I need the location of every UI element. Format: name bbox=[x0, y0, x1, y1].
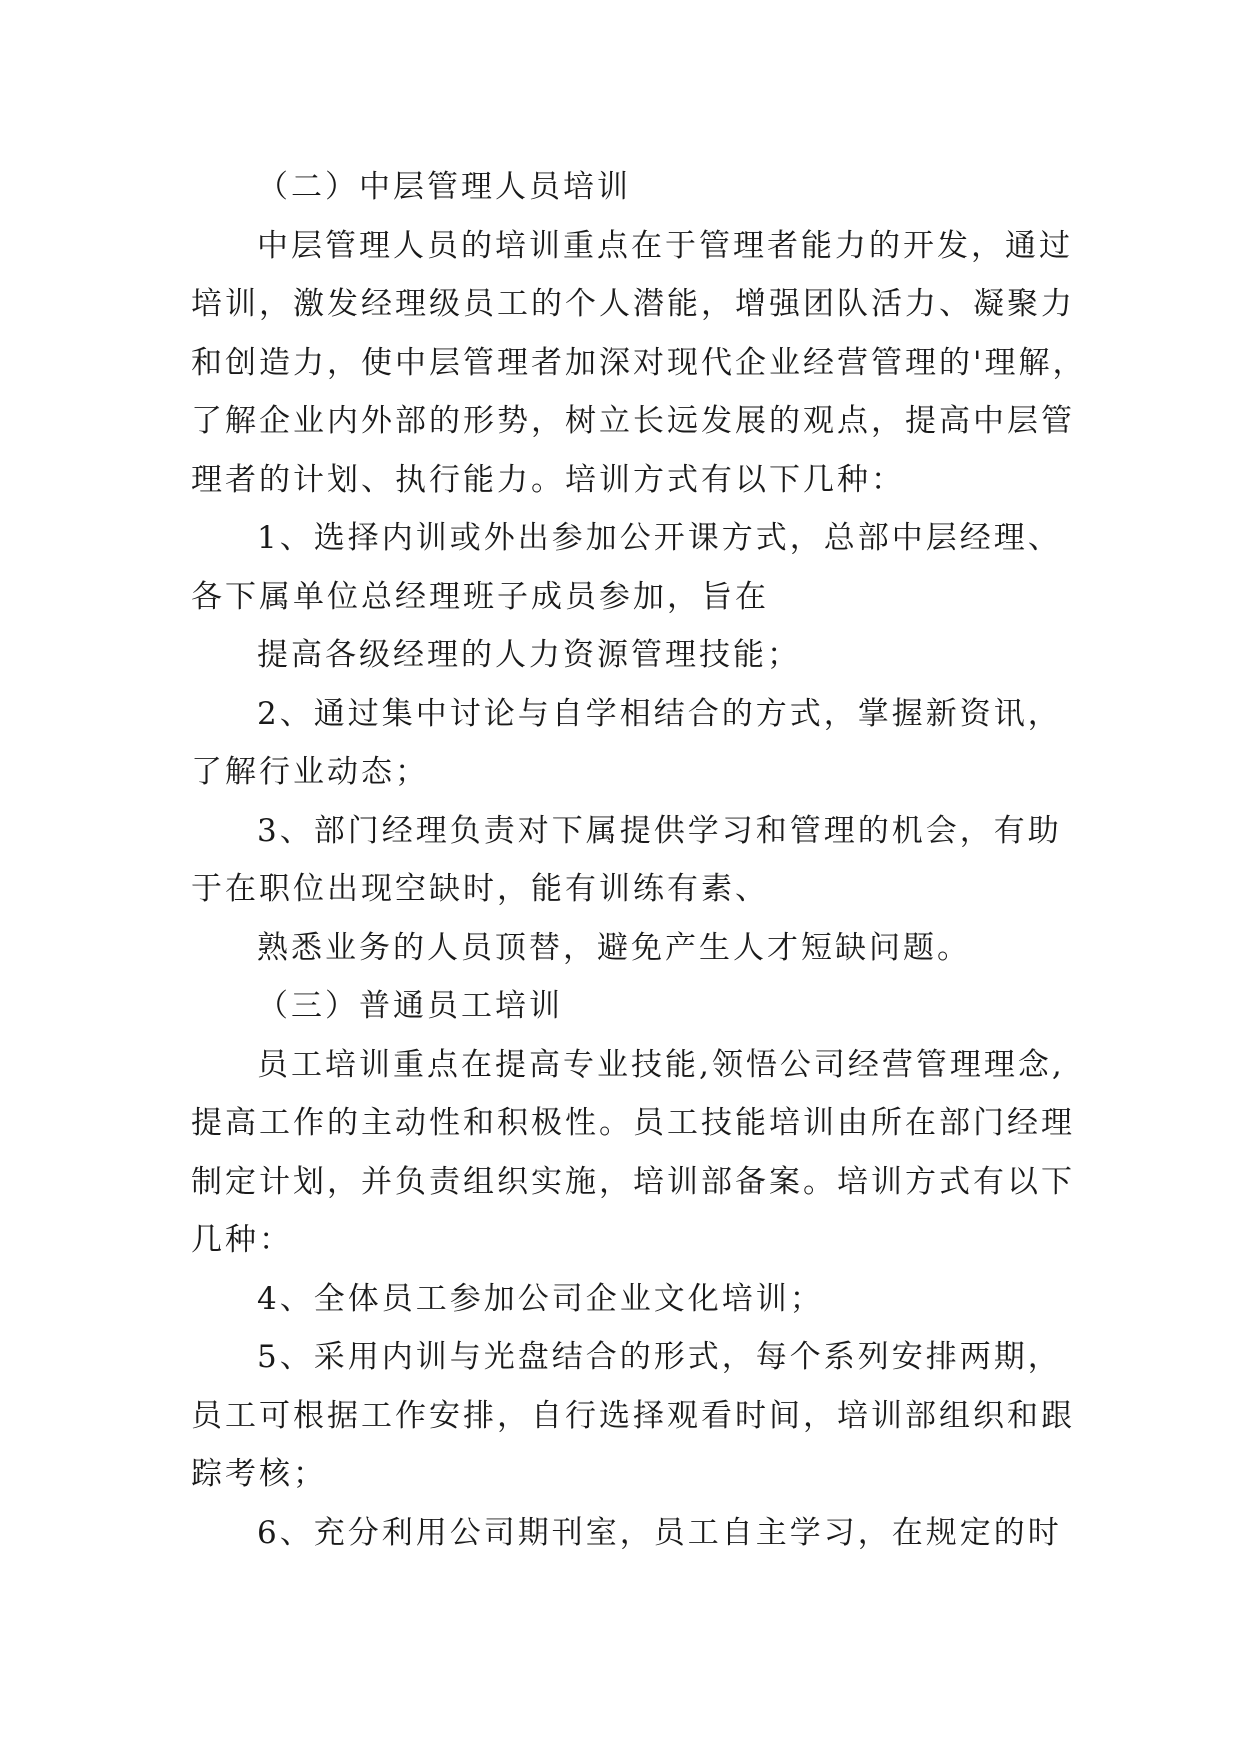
text-line: 提高各级经理的人力资源管理技能； bbox=[257, 637, 801, 673]
text-line: 5、采用内训与光盘结合的形式，每个系列安排两期， bbox=[257, 1339, 1062, 1375]
text-line: 4、全体员工参加公司企业文化培训； bbox=[257, 1280, 824, 1317]
text-line: 和创造力，使中层管理者加深对现代企业经营管理的'理解， bbox=[191, 344, 1087, 381]
text-line: 员工培训重点在提高专业技能,领悟公司经营管理理念, bbox=[257, 1046, 1065, 1083]
text-line: 了解行业动态； bbox=[191, 754, 429, 790]
document-body bbox=[191, 158, 1087, 1562]
text-line: 1、选择内训或外出参加公开课方式，总部中层经理、 bbox=[257, 520, 1062, 556]
text-line: 踪考核； bbox=[191, 1456, 327, 1492]
text-line: 熟悉业务的人员顶替，避免产生人才短缺问题。 bbox=[257, 929, 971, 966]
text-line: 理者的计划、执行能力。培训方式有以下几种： bbox=[191, 461, 905, 498]
text-line: 中层管理人员的培训重点在于管理者能力的开发，通过 bbox=[257, 227, 1073, 264]
text-line: 了解企业内外部的形势，树立长远发展的观点，提高中层管 bbox=[191, 403, 1075, 439]
text-line: 制定计划，并负责组织实施，培训部备案。培训方式有以下 bbox=[191, 1163, 1075, 1200]
text-line: 2、通过集中讨论与自学相结合的方式，掌握新资讯， bbox=[257, 695, 1062, 732]
text-line: 各下属单位总经理班子成员参加，旨在 bbox=[191, 578, 769, 615]
text-line: （二）中层管理人员培训 bbox=[257, 169, 631, 205]
text-line: 提高工作的主动性和积极性。员工技能培训由所在部门经理 bbox=[191, 1105, 1075, 1141]
text-line: （三）普通员工培训 bbox=[257, 988, 563, 1024]
text-line: 3、部门经理负责对下属提供学习和管理的机会，有助 bbox=[257, 812, 1062, 849]
text-line: 于在职位出现空缺时，能有训练有素、 bbox=[191, 871, 769, 907]
text-line: 培训，激发经理级员工的个人潜能，增强团队活力、凝聚力 bbox=[191, 286, 1075, 322]
text-line: 几种： bbox=[191, 1222, 293, 1258]
text-line: 6、充分利用公司期刊室，员工自主学习，在规定的时 bbox=[257, 1514, 1062, 1551]
text-line: 员工可根据工作安排，自行选择观看时间，培训部组织和跟 bbox=[191, 1397, 1075, 1434]
